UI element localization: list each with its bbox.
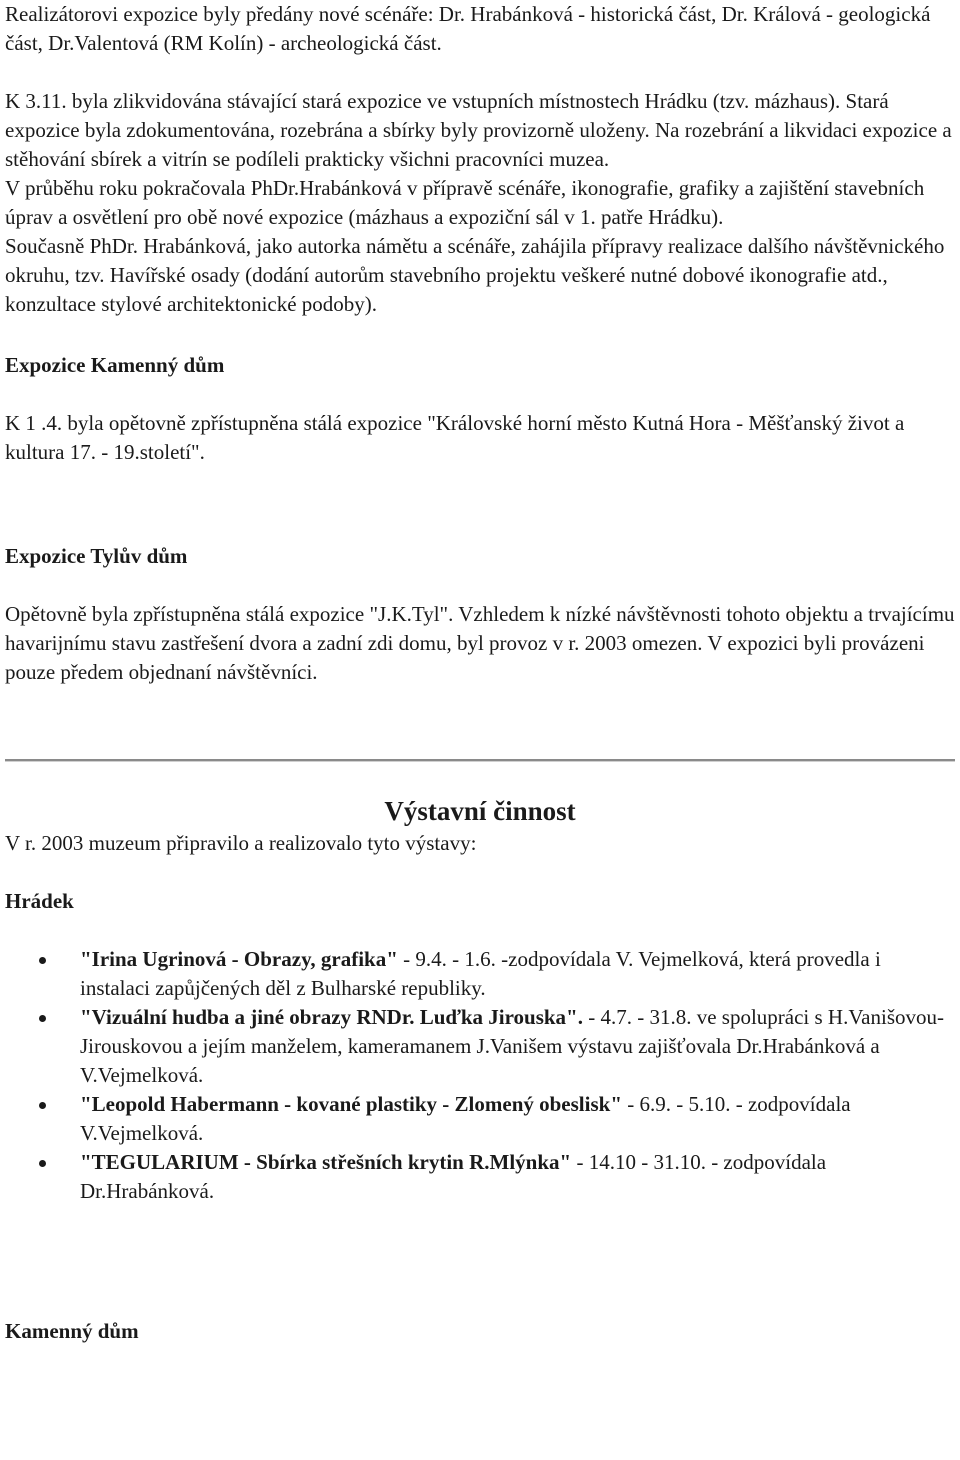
list-item	[5, 945, 955, 1003]
intro-paragraph: Realizátorovi expozice byly předány nové scénáře: Dr. Hrabánková - historická část, Dr. Králová - geologická část, Dr.Valentová (RM Kolín) - archeologická část.	[5, 2, 931, 55]
list-item	[5, 1090, 955, 1148]
exhibition-details: - 6.9. - 5.10. - zodpovídala V.Vejmelková.	[80, 1092, 851, 1145]
exhibition-details: - 4.7. - 31.8. ve spolupráci s H.Vanišovou-Jirouskovou a jejím manželem, kameramanem J.Vanišem výstavu zajišťovala Dr.Hrabánková a V.Vejmelková.	[80, 1005, 944, 1087]
list-item	[5, 1148, 955, 1206]
kamenny-heading: Expozice Kamenný dům	[5, 353, 225, 377]
document-page	[5, 0, 955, 1346]
soucasne-paragraph: Současně PhDr. Hrabánková, jako autorka námětu a scénáře, zahájila přípravy realizace dalšího návštěvnického okruhu, tzv. Havířské osady (dodání autorům stavebního projektu veškeré nutné dobové ikonografie atd., konzultace stylové architektonické podoby).	[5, 234, 945, 316]
exhibition-name: "Vizuální hudba a jiné obrazy RNDr. Luďka Jirouska".	[80, 1005, 583, 1029]
exhibition-list	[5, 945, 955, 1206]
kamenny-dum-heading: Kamenný dům	[5, 1319, 139, 1343]
vystavni-title: Výstavní činnost	[384, 796, 576, 826]
list-item	[5, 1003, 955, 1090]
horizontal-divider	[5, 759, 955, 762]
exhibition-details: - 9.4. - 1.6. -zodpovídala V. Vejmelková, která provedla i instalaci zapůjčených děl z Bulharské republiky.	[80, 947, 881, 1000]
vystavni-intro: V r. 2003 muzeum připravilo a realizovalo tyto výstavy:	[5, 831, 477, 855]
exhibition-details: - 14.10 - 31.10. - zodpovídala Dr.Hrabánková.	[80, 1150, 827, 1203]
bullet-icon	[39, 1015, 46, 1022]
exhibition-name: "Irina Ugrinová - Obrazy, grafika"	[80, 947, 398, 971]
bullet-icon	[39, 1160, 46, 1167]
exhibition-name: "TEGULARIUM - Sbírka střešních krytin R.Mlýnka"	[80, 1150, 572, 1174]
k311-paragraph: K 3.11. byla zlikvidována stávající stará expozice ve vstupních místnostech Hrádku (tzv. mázhaus). Stará expozice byla zdokumentována, rozebrána a sbírky byly provizorně uloženy. Na rozebrání a likvidaci expozice a stěhování sbírek a vitrín se podíleli prakticky všichni pracovníci muzea.	[5, 89, 952, 171]
bullet-icon	[39, 957, 46, 964]
bullet-icon	[39, 1102, 46, 1109]
kamenny-paragraph: K 1 .4. byla opětovně zpřístupněna stálá expozice "Královské horní město Kutná Hora - Měšťanský život a kultura 17. - 19.století".	[5, 411, 905, 464]
tyluv-paragraph: Opětovně byla zpřístupněna stálá expozice "J.K.Tyl". Vzhledem k nízké návštěvnosti tohoto objektu a trvajícímu havarijnímu stavu zastřešení dvora a zadní zdi domu, byl provoz v r. 2003 omezen. V expozici byli provázeni pouze předem objednaní návštěvníci.	[5, 602, 955, 684]
k311-section	[5, 87, 955, 319]
pokracovala-paragraph: V průběhu roku pokračovala PhDr.Hrabánková v přípravě scénáře, ikonografie, grafiky a zajištění stavebních úprav a osvětlení pro obě nové expozice (mázhaus a expoziční sál v 1. patře Hrádku).	[5, 176, 925, 229]
hradek-heading: Hrádek	[5, 889, 74, 913]
tyluv-heading: Expozice Tylův dům	[5, 544, 188, 568]
exhibition-name: "Leopold Habermann - kované plastiky - Zlomený obeslisk"	[80, 1092, 622, 1116]
